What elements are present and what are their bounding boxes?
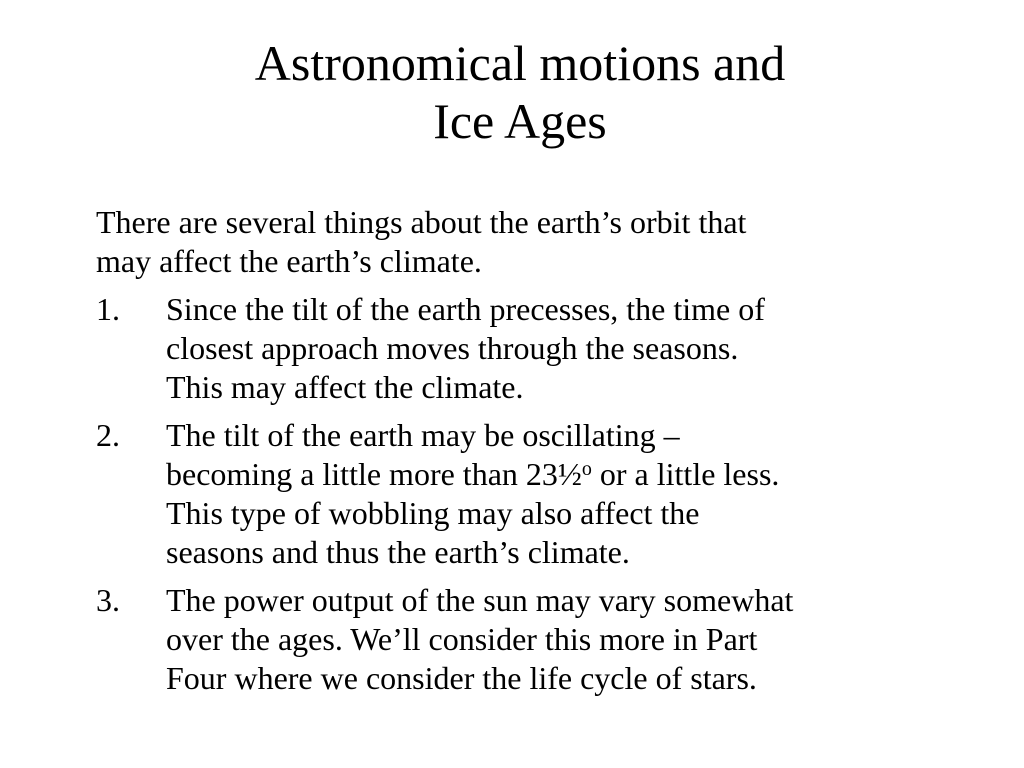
list-item-2-line-2-text: becoming a little more than 23½ [166, 456, 582, 492]
list-item-2-line-1: The tilt of the earth may be oscillating – [166, 417, 680, 453]
list-number-3: 3. [96, 582, 120, 618]
list-item-1-line-3: This may affect the climate. [166, 369, 524, 405]
slide-body [96, 203, 956, 707]
intro-line-1: There are several things about the earth’s orbit that [96, 204, 747, 240]
list-item-2-line-3: This type of wobbling may also affect the [166, 495, 700, 531]
list-item-2 [96, 416, 956, 572]
slide-title [0, 34, 1024, 150]
list-item-3-line-3: Four where we consider the life cycle of stars. [166, 660, 757, 696]
intro-line-2: may affect the earth’s climate. [96, 243, 482, 279]
intro-paragraph [96, 203, 956, 281]
list-item-3-line-2: over the ages. We’ll consider this more in Part [166, 621, 758, 657]
list-item-2-line-2 [166, 455, 956, 494]
list-item-3 [96, 581, 956, 698]
slide-title-line-2: Ice Ages [433, 93, 607, 149]
list-number-1: 1. [96, 291, 120, 327]
degree-mark: o [581, 458, 592, 480]
list-item-1 [96, 290, 956, 407]
slide-title-line-1: Astronomical motions and [254, 35, 786, 91]
list-item-2-line-4: seasons and thus the earth’s climate. [166, 534, 630, 570]
list-item-3-line-1: The power output of the sun may vary somewhat [166, 582, 794, 618]
list-item-1-line-2: closest approach moves through the seasons. [166, 330, 739, 366]
list-item-1-line-1: Since the tilt of the earth precesses, the time of [166, 291, 765, 327]
list-number-2: 2. [96, 417, 120, 453]
list-item-2-line-2-suffix: or a little less. [591, 456, 780, 492]
